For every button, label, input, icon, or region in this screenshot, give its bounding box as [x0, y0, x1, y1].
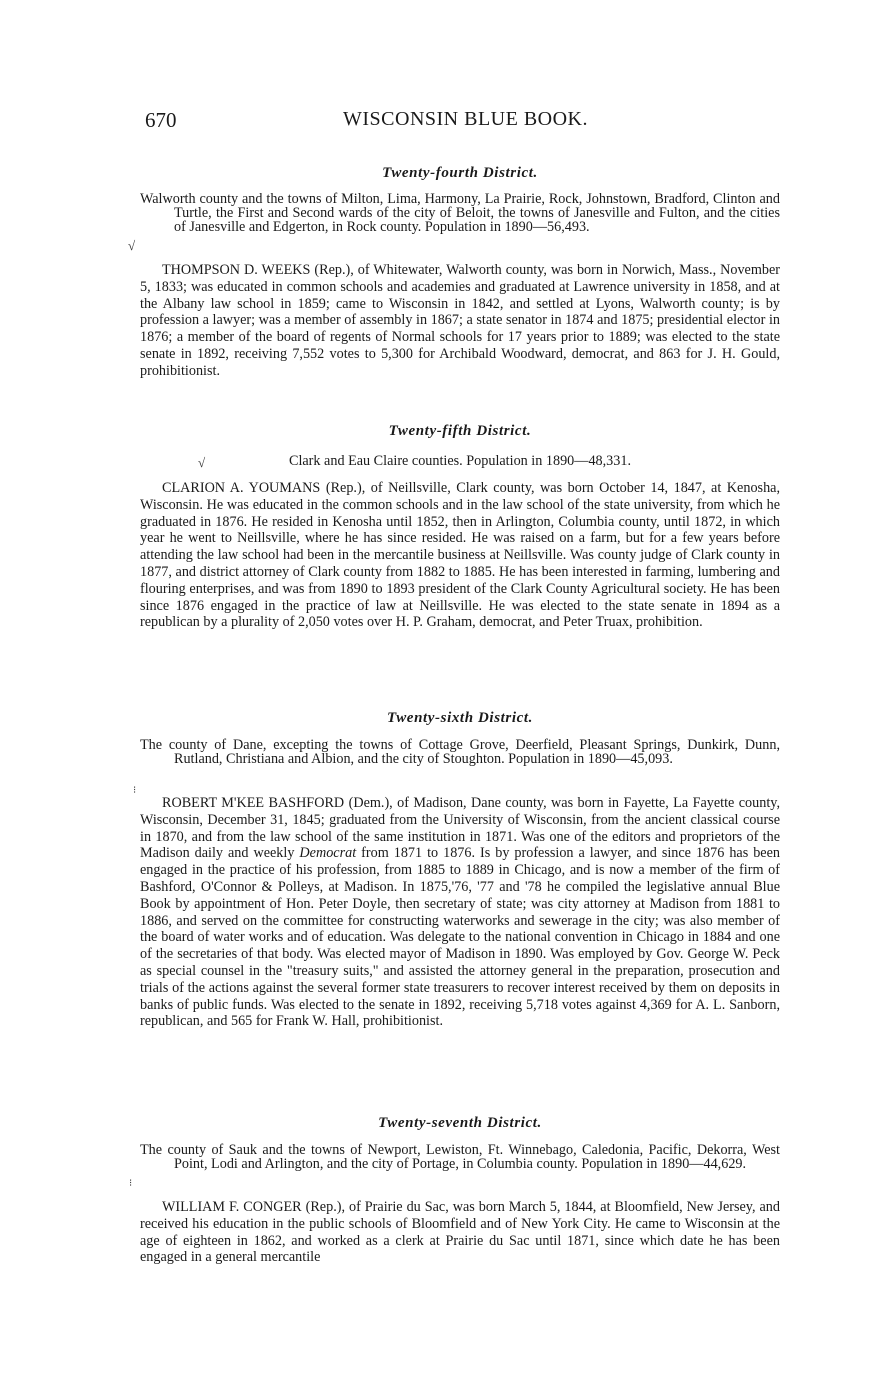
district-area: [140, 192, 780, 234]
district-section: [140, 165, 780, 182]
biography-text: [140, 795, 780, 1030]
senator-biography: [140, 1199, 780, 1266]
biography-body: (Rep.), of Neillsville, Clark county, was born October 14, 1847, at Kenosha, Wisconsin. He was educated in the common schools and in the law school of the state university, from which he graduated in 1876. He resided in Kenosha until 1852, then in Arlington, Columbia county, until 1872, in which year he went to Neillsville, where he has since resided. He was raised on a farm, but for a few years before attending the law school had been in the mercantile business at Neillsville. Was county judge of Clark county in 1877, and district attorney of Clark county from 1882 to 1885. He has been interested in farming, lumbering and flouring enterprises, and was from 1890 to 1893 president of the Clark County Agricultural society. He has been since 1876 engaged in the practice of law at Neillsville. He was elected to the state senate in 1894 as a republican by a plurality of 2,050 votes over H. P. Graham, democrat, and Peter Truax, prohibition.: [140, 480, 781, 631]
senator-biography: [140, 262, 780, 380]
district-heading: Twenty-fifth District.: [388, 423, 532, 439]
newspaper-title: Democrat: [299, 845, 357, 862]
district-section: [140, 1115, 780, 1132]
district-area-text: The county of Dane, excepting the towns of Cottage Grove, Deerfield, Pleasant Springs, Dunkirk, Dunn, Rutland, Christiana and Albion, and the city of Stoughton. Population in 1890—45,093.: [140, 737, 780, 767]
senator-biography: [140, 480, 780, 631]
margin-check-mark: √: [128, 238, 136, 253]
biography-text: [140, 262, 780, 380]
district-heading: Twenty-seventh District.: [378, 1115, 542, 1131]
district-heading: Twenty-fourth District.: [382, 165, 538, 181]
district-area-text: Clark and Eau Claire counties. Population in 1890—48,331.: [288, 453, 632, 469]
senator-biography: [140, 795, 780, 1030]
biography-body: (Rep.), of Prairie du Sac, was born March 5, 1844, at Bloomfield, New Jersey, and received his education in the public schools of Bloomfield and of New York City. He came to Wisconsin at the age of eighteen in 1862, and worked as a clerk at Prairie du Sac until 1871, since which date he has been engaged in a general mercantile: [140, 1199, 780, 1266]
biography-body-part: from 1871 to 1876. Is by profession a lawyer, and since 1876 has been engaged in the practice of his profession, from 1885 to 1889 in Chicago, and is now a member of the firm of Bashford, O'Connor & Polleys, at Madison. In 1875,'76, '77 and '78 he compiled the legislative annual Blue Book by appointment of Hon. Peter Doyle, then secretary of state; was city attorney at Madison from 1881 to 1886, and served on the committee for constructing waterworks and sewerage in the city; was also member of the board of water works and of education. Was delegate to the national convention in Chicago in 1884 and one of the secretaries of that body. Was elected mayor of Madison in 1890. Was employed by Gov. George W. Peck as special counsel in the "treasury suits," and assisted the attorney general in the preparation, prosecution and trials of the actions against the several former state treasurers to recover interest received by them on deposits in banks of public funds. Was elected to the senate in 1892, receiving 5,718 votes against 4,369 for A. L. Sanborn, republican, and 565 for Frank W. Hall, prohibitionist.: [140, 845, 780, 1030]
biography-text: [140, 1199, 780, 1266]
senator-name: ROBERT M'KEE BASHFORD: [162, 795, 345, 811]
district-heading: Twenty-sixth District.: [387, 710, 533, 726]
district-area-text: The county of Sauk and the towns of Newport, Lewiston, Ft. Winnebago, Caledonia, Pacific, Dekorra, West Point, Lodi and Arlington, and the city of Portage, in Columbia county. Population in 1890—44,629.: [140, 1142, 780, 1172]
district-area: [140, 738, 780, 766]
biography-text: [140, 480, 780, 631]
running-title: WISCONSIN BLUE BOOK.: [343, 108, 588, 130]
district-area: [140, 454, 780, 468]
biography-body: (Rep.), of Whitewater, Walworth county, was born in Norwich, Mass., November 5, 1833; was educated in common schools and academies and graduated at Lawrence university in 1858, and at the Albany law school in 1859; came to Wisconsin in 1842, and settled at Lyons, Walworth county; is by profession a lawyer; was a member of assembly in 1867; a state senator in 1874 and 1875; presidential elector in 1876; a member of the board of regents of Normal schools for 17 years prior to 1889; was elected to the state senate in 1892, receiving 7,552 votes to 5,300 for Archibald Woodward, democrat, and 863 for J. H. Gould, prohibitionist.: [140, 262, 781, 379]
biography-body-part: (Dem.), of Madison, Dane county, was born in Fayette, La Fayette county, Wisconsin, December 31, 1845; graduated from the University of Wisconsin, from the ancient classical course in 1870, and from the law school of the same institution in 1871. Was one of the editors and proprietors of the Madison daily and weekly: [140, 795, 780, 862]
margin-pencil-mark: ⁝: [133, 785, 137, 796]
margin-check-mark: √: [198, 455, 206, 470]
district-section: [140, 423, 780, 440]
senator-name: THOMPSON D. WEEKS: [162, 262, 311, 278]
district-section: [140, 710, 780, 727]
page-number: 670: [145, 108, 177, 132]
page-header: [145, 108, 785, 138]
district-area-text: Walworth county and the towns of Milton, Lima, Harmony, La Prairie, Rock, Johnstown, Bradford, Clinton and Turtle, the First and Second wards of the city of Beloit, the towns of Janesville and Fulton, and the cities of Janesville and Edgerton, in Rock county. Population in 1890—56,493.: [140, 191, 780, 235]
district-area: [140, 1143, 780, 1171]
senator-name: CLARION A. YOUMANS: [162, 480, 321, 496]
senator-name: WILLIAM F. CONGER: [162, 1199, 302, 1215]
margin-pencil-mark: ⁝: [129, 1178, 133, 1189]
